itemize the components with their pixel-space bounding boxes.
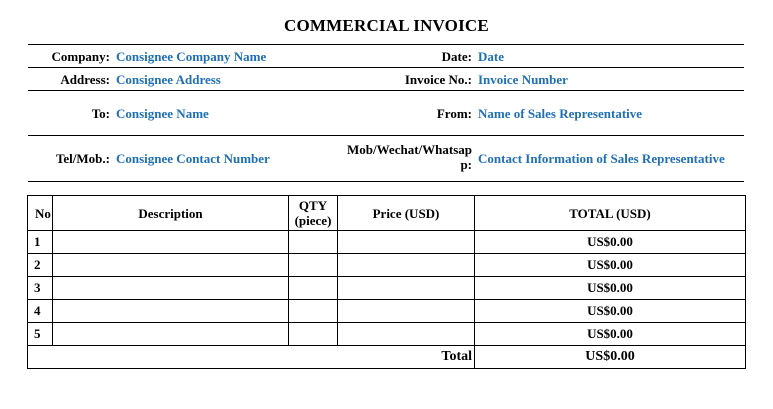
divider (28, 135, 744, 136)
total-row (28, 346, 746, 369)
tel-label: Tel/Mob.: (55, 151, 110, 166)
col-header-no: No (28, 196, 53, 231)
col-header-total: TOTAL (USD) (475, 196, 746, 231)
mob-value: Contact Information of Sales Representative (478, 151, 725, 166)
total-label: Total (28, 346, 475, 369)
row-description (53, 254, 289, 277)
date-label: Date: (441, 49, 472, 64)
row-no: 3 (28, 277, 53, 300)
row-description (53, 277, 289, 300)
total-value: US$0.00 (475, 346, 746, 369)
row-no: 4 (28, 300, 53, 323)
invoice-no-label: Invoice No.: (404, 72, 472, 87)
row-no: 2 (28, 254, 53, 277)
company-value: Consignee Company Name (116, 49, 267, 64)
table-row (28, 300, 746, 323)
row-price (338, 300, 475, 323)
divider (28, 181, 744, 182)
row-total: US$0.00 (475, 277, 746, 300)
address-value: Consignee Address (116, 72, 221, 87)
table-row (28, 231, 746, 254)
row-no: 5 (28, 323, 53, 346)
items-table (27, 195, 746, 369)
company-label: Company: (51, 49, 110, 64)
divider (28, 44, 744, 45)
row-qty (289, 277, 338, 300)
mob-label: Mob/Wechat/Whatsapp: (347, 142, 472, 172)
row-price (338, 277, 475, 300)
row-qty (289, 323, 338, 346)
date-value: Date (478, 49, 504, 64)
row-total: US$0.00 (475, 231, 746, 254)
row-price (338, 231, 475, 254)
row-qty (289, 254, 338, 277)
row-description (53, 300, 289, 323)
table-row (28, 254, 746, 277)
divider (28, 67, 744, 68)
table-row (28, 277, 746, 300)
row-description (53, 323, 289, 346)
invoice-title: COMMERCIAL INVOICE (284, 16, 489, 35)
tel-value: Consignee Contact Number (116, 151, 270, 166)
to-label: To: (91, 106, 110, 121)
divider (28, 90, 744, 91)
address-label: Address: (60, 72, 110, 87)
table-header-row (28, 196, 746, 231)
invoice-no-value: Invoice Number (478, 72, 568, 87)
table-row (28, 323, 746, 346)
row-total: US$0.00 (475, 300, 746, 323)
col-header-description: Description (53, 196, 289, 231)
row-qty (289, 231, 338, 254)
row-price (338, 323, 475, 346)
row-qty (289, 300, 338, 323)
row-total: US$0.00 (475, 323, 746, 346)
from-value: Name of Sales Representative (478, 106, 643, 121)
row-no: 1 (28, 231, 53, 254)
col-header-qty: QTY (piece) (289, 196, 338, 231)
row-total: US$0.00 (475, 254, 746, 277)
row-price (338, 254, 475, 277)
col-header-price: Price (USD) (338, 196, 475, 231)
row-description (53, 231, 289, 254)
to-value: Consignee Name (116, 106, 209, 121)
from-label: From: (436, 106, 472, 121)
